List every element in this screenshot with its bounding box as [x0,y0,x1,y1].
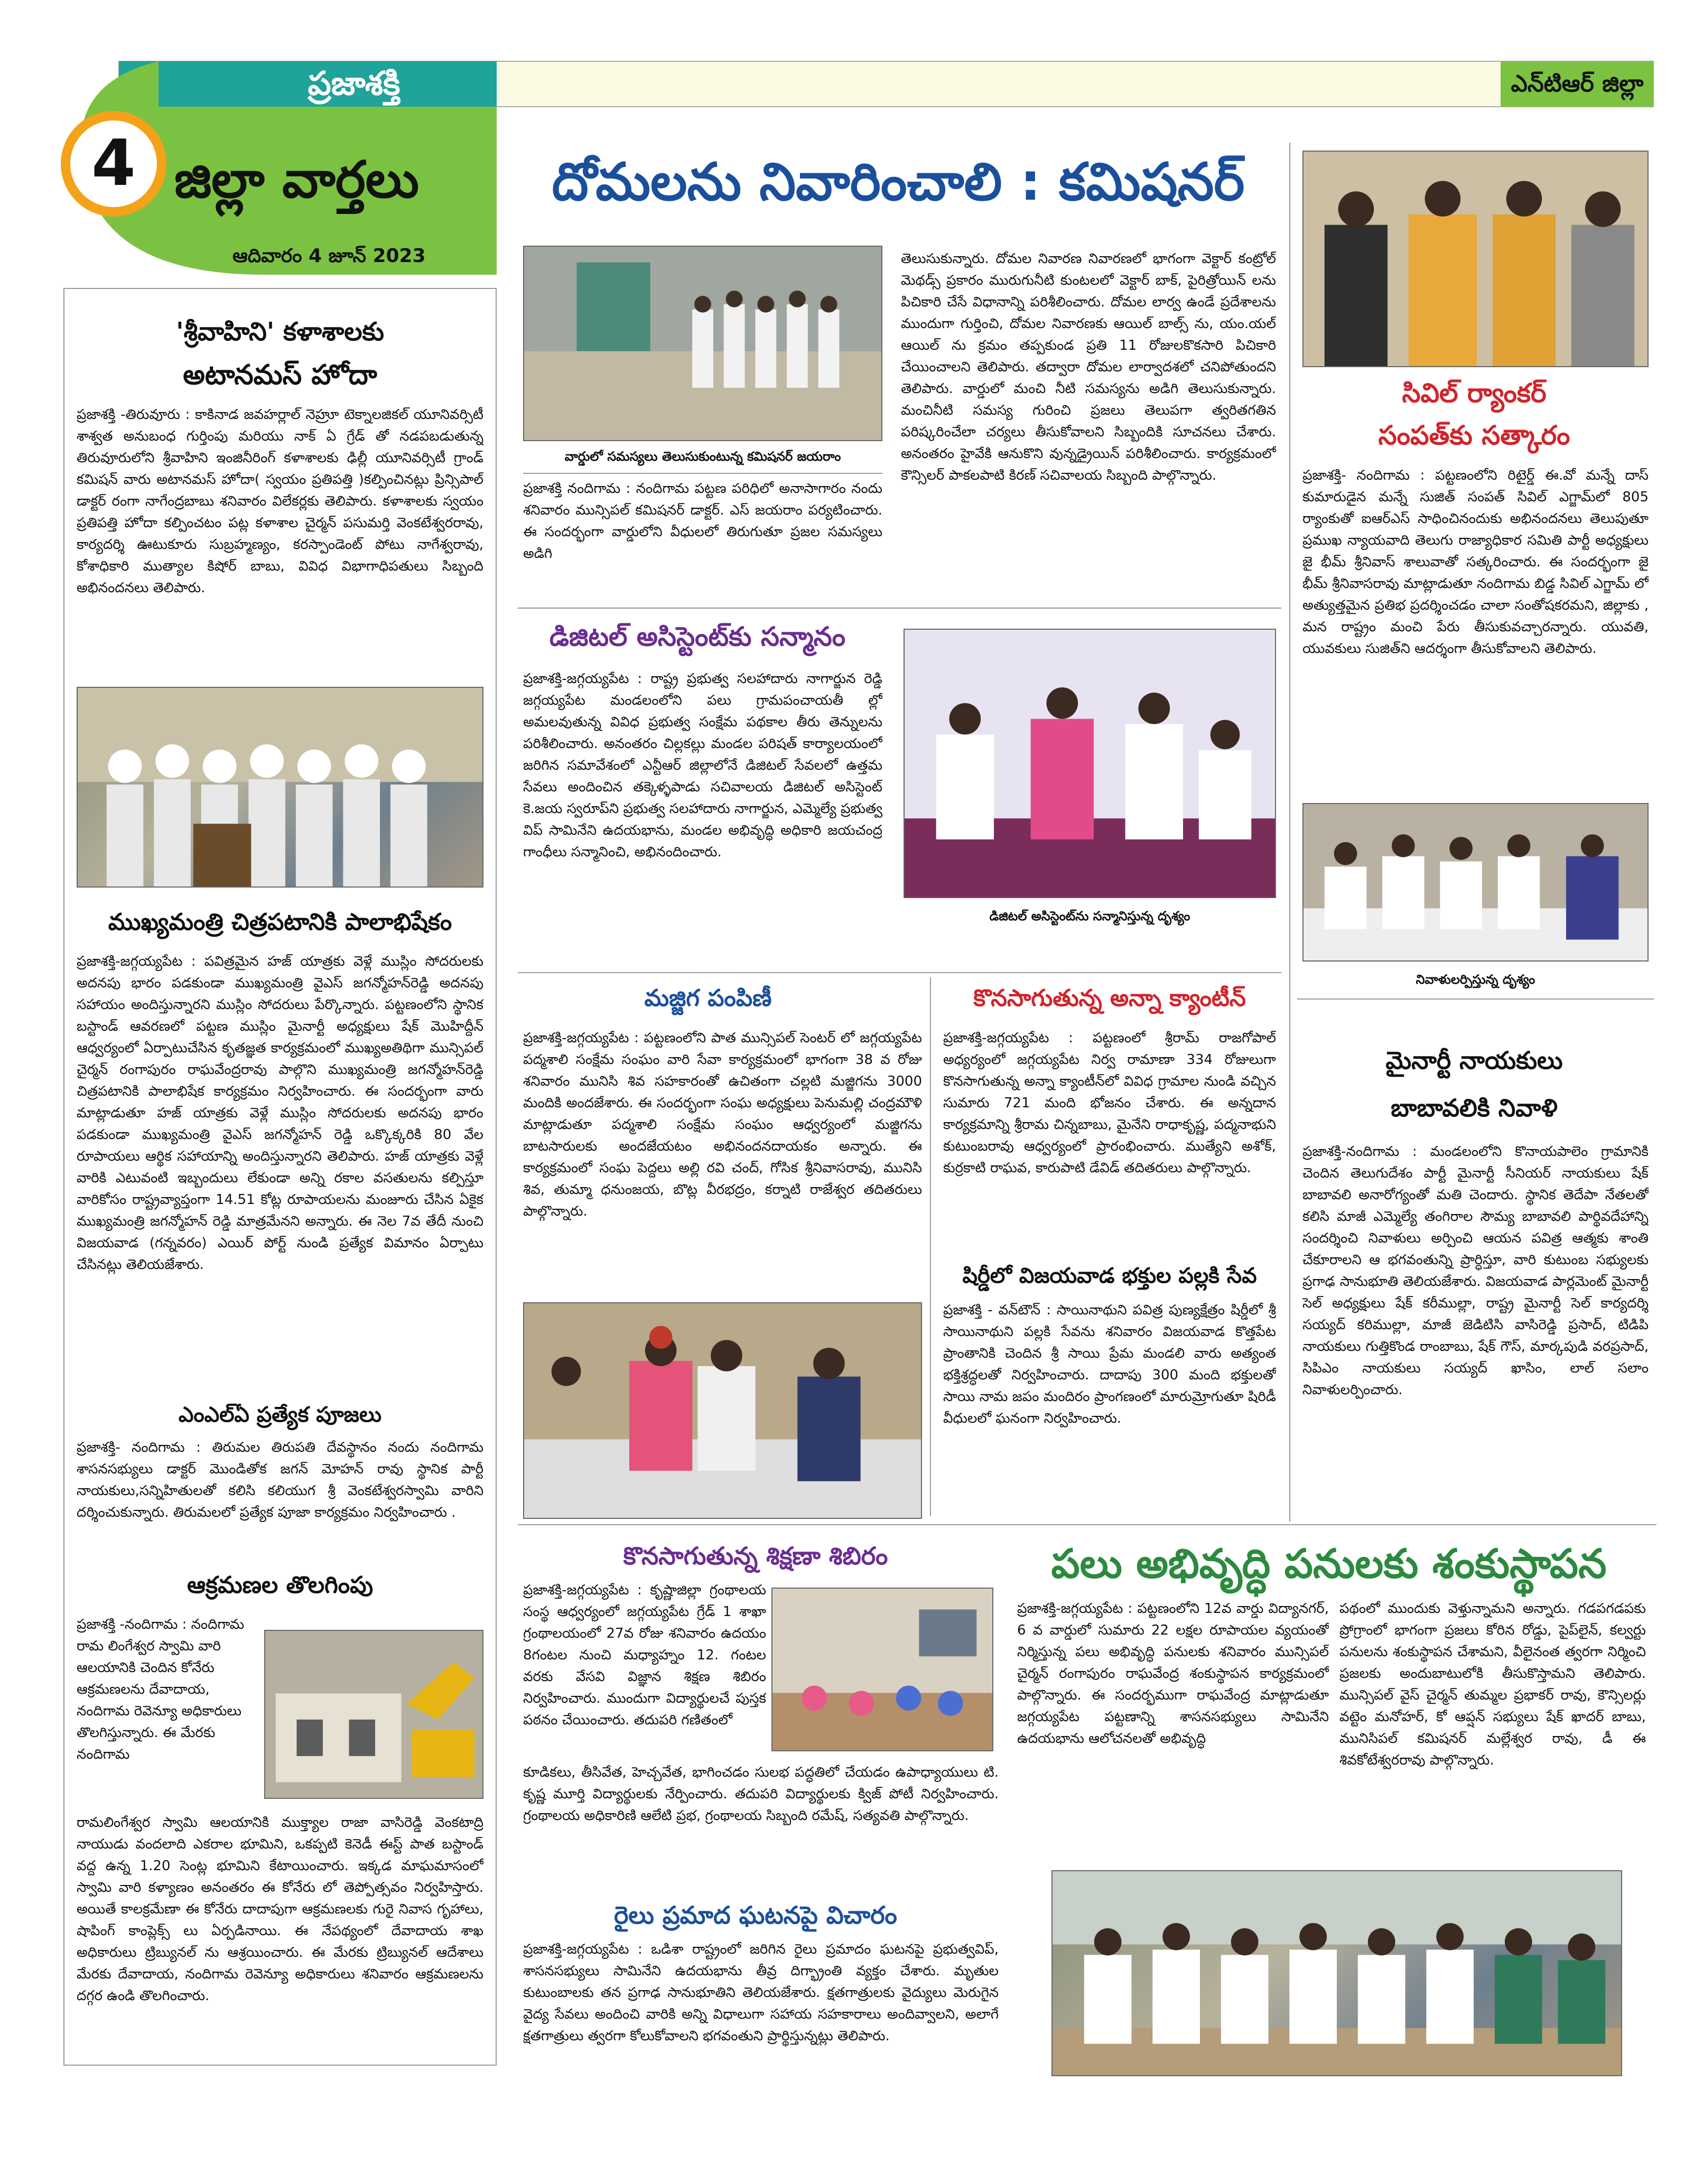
center-rule-3 [518,1524,1656,1525]
s2-title: ముఖ్యమంత్రి చిత్రపటానికి పాలాభిషేకం [108,909,452,936]
digital-body: ప్రజాశక్తి-జగ్గయ్యపేట : రాష్ట్ర ప్రభుత్వ సలహాదారు నాగార్జున రెడ్డి జగ్గయ్యపేట మండలంలోని పలు గ్రామపంచాయతీ ల్లో అమలవుతున్న వివిధ ప్రభుత్వ సంక్షేమ పథకాల తీరు తెన్నులను పరిశీలించారు. అనంతరం చిల్లకల్లు మండల పరిషత్ కార్యాలయంలో జరిగిన సమావేశంలో ఎన్టీఆర్ జిల్లాలోనే డిజిటల్ సేవలలో ఉత్తమ సేవలు అందించిన తక్కెళ్ళపాడు సచివాలయ డిజిటల్ అసిస్టెంట్ కె.జయ స్వరూప్‌ని ప్రభుత్వ సలహాదారు నాగార్జున, ఎమ్మెల్యే ప్రభుత్వ విప్ సామినేని ఉదయభాను, మండల అభివృద్ధి అధికారి జయచంద్ర గాంధీలు సన్మానించి, అభినందించారు. [523,671,882,860]
devel-body-right: పథంలో ముందుకు వెళ్తున్నామని అన్నారు. గడపగడపకు ప్రోగ్రాంలో భాగంగా ప్రజలు కోరిన రోడ్డు, పైప్‌లైన్, కల్వర్టు పనులను శంకుస్థాపన చేశామని, వీలైనంత త్వరగా నిర్మించి ప్రజలకు అందుబాటులోకి తీసుకొస్తామని తెలిపారు. మున్సిపల్ వైస్ చైర్మన్ తుమ్మల ప్రభాకర్ రావు, కౌన్సిలర్లు వట్టెం మనోహర్, కో ఆప్షన్ సభ్యులు షేక్ ఖాదర్ బాబు, మునిసిపల్ కమిషనర్ మల్లేశ్వర రావు, డీ ఈ శివకోటేశ్వరరావు పాల్గొన్నారు. [1339,1601,1646,1768]
tribute-photo [1302,803,1649,962]
group-photo-scene [78,688,482,886]
s1-body: ప్రజాశక్తి -తిరువూరు : కాకినాడ జవహర్లాల్ నెహ్రూ టెక్నాలజికల్ యూనివర్సిటీ శాశ్వత అనుబంధ గుర్తింపు మరియు నాక్ ఏ గ్రేడ్ తో నడపబడుతున్న తిరువూరులోని శ్రీవాహిని ఇంజినీరింగ్ కళాశాలకు ఢిల్లీ యూనివర్సిటీ గ్రాండ్ కమిషన్ వారు అటానమస్ హోదా( స్వయం ప్రతిపత్తి )కల్పించినట్లు ప్రిన్సిపాల్ డాక్టర్ రంగా నాగేంద్రబాబు శనివారం విలేకర్లకు తెలిపారు. కళాశాలకు స్వయం ప్రతిపత్తి హోదా కల్పించటం పట్ల కళాశాల చైర్మన్ పసుమర్తి వెంకటేశ్వరరావు, కార్యదర్శి ఊటుకూరు సుబ్రహ్మణ్యం, కరస్పాండెంట్ పోటు నాగేశ్వరావు, కోశాధికారి ముత్యాల కిషోర్ బాబు, వివిధ విభాగాధిపతులు సిబ్బంది అభినందనలు తెలిపారు. [77,407,483,596]
page-number: 4 [61,111,166,217]
r1-title-2: సంపత్‌కు సత్కారం [1378,420,1570,451]
caption-rule [523,473,882,474]
training-photo [771,1588,993,1751]
shirdi-headline: షిర్డీలో విజయవాడ భక్తుల పల్లకి సేవ [962,1264,1257,1288]
ranker-photo [1302,151,1649,367]
digital-headline: డిజిటల్ అసిస్టెంట్‌కు సన్మానం [549,621,846,652]
anna-headline: కొనసాగుతున్న అన్నా క్యాంటీన్ [973,985,1246,1012]
center-body-left: ప్రజాశక్తి నందిగామ : నందిగామ పట్టణ పరిధిలో అనాసాగారం నందు శనివారం మున్సిపల్ కమిషనర్ డాక్టర్. ఎస్ జయరాం పర్యటించారు. ఈ సందర్భంగా వార్డులోని వీధులలో తిరుగుతూ ప్రజల సమస్యలు అడిగి [523,481,882,562]
district-label: ఎన్‌టిఆర్ జిల్లా [1511,70,1644,97]
r2-title-1: మైనార్టీ నాయకులు [1385,1046,1563,1075]
devel-photo [1051,1870,1622,2076]
center-rule-2 [518,972,1281,973]
tribute-caption: నివాళులర్పిస్తున్న దృశ్యం [1416,972,1535,987]
right-split-rule [1289,143,1290,1522]
s3-title: ఎంఎల్ఏ ప్రత్యేక పూజలు [178,1403,382,1427]
demolition-scene [265,1631,482,1798]
s2-body: ప్రజాశక్తి-జగ్గయ్యపేట : పవిత్రమైన హజ్ యాత్రకు వెళ్లే ముస్లిం సోదరులకు అదనపు భారం పడకుండా ముఖ్యమంత్రి వైఎస్ జగన్మోహన్‌రెడ్డి అదనపు సహాయం అందిస్తున్నారని ముస్లిం సోదరులు పేర్కొన్నారు. పట్టణంలోని స్థానిక బస్టాండ్ ఆవరణలో పట్టణ ముస్లిం మైనార్టీ అధ్యక్షులు షేక్ మొహిద్దీన్ ఆధ్వర్యంలో ఏర్పాటుచేసిన కృతజ్ఞత కార్యక్రమంలో ముఖ్యఅతిథిగా మున్సిపల్ చైర్మన్ రంగాపురం రాఘవేంద్రరావు పాల్గొని ముఖ్యమంత్రి జగన్మోహన్‌రెడ్డి చిత్రపటానికి పాలాభిషేక కార్యక్రమం నిర్వహించారు. ఈ సందర్భంగా వారు మాట్లాడుతూ హజ్ యాత్రకు వెళ్లే ముస్లిం సోదరులకు అదనపు భారం పడకుండా ముఖ్యమంత్రి వైఎస్ జగన్మోహన్ రెడ్డి ఒక్కొక్కరికి 80 వేల రూపాయలు ఆర్థిక సహాయాన్ని అందిస్తున్నారని తెలిపారు. హజ్ యాత్రకు వెళ్లే వారికి ఎటువంటి ఇబ్బందులు లేకుండా అన్ని రకాల వసతులను కల్పిస్తూ వారికోసం రాష్ట్రవ్యాప్తంగా 14.51 కోట్ల రూపాయలను మంజూరు చేసిన ఏకైక ముఖ్యమంత్రి జగన్మోహన్ రెడ్డి మాత్రమేనని అన్నారు. ఈ నెల 7వ తేదీ నుంచి విజయవాడ (గన్నవరం) ఎయిర్ పోర్ట్ నుండి ప్రత్యేక విమానం ఏర్పాటు చేసినట్లు తెలియజేశారు. [77,954,483,1273]
commissioner-photo-caption: వార్డులో సమస్యలు తెలుసుకుంటున్న కమిషనర్ జయరాం [564,449,841,464]
center-headline: దోమలను నివారించాలి : కమిషనర్ [552,152,1245,212]
r1-body: ప్రజాశక్తి- నందిగామ : పట్టణంలోని రిటైర్డ్ ఈ.వో మన్నే దాస్ కుమారుడైన మన్నే సుజిత్ సంపత్ సివిల్ ఎగ్జామ్‌లో 805 ర్యాంకుతో ఐఆర్ఎస్ సాధించినందుకు అభినందనలు తెలుపుతూ ప్రముఖ న్యాయవాది తెలుగు రాజ్యాధికార సమితి పార్టీ అధ్యక్షులు జై భీమ్ శ్రీనివాస్ శాలువాతో సత్కరించారు. ఈ సందర్భంగా జై భీమ్ శ్రీనివాసరావు మాట్లాడుతూ నందిగామ బిడ్డ సివిల్ ఎగ్జామ్ లో అత్యుత్తమైన ప్రతిభ ప్రదర్శించడం చాలా సంతోషకరమని, జిల్లాకు , మన రాష్ట్రం మంచి పేరు తీసుకువచ్చారన్నారు. యువతి, యువకులు సుజిత్‌ని ఆదర్శంగా తీసుకోవాలని తెలిపారు. [1302,468,1649,657]
center-rule-1 [518,608,1281,609]
devel-body-left: ప్రజాశక్తి-జగ్గయ్యపేట : పట్టణంలోని 12వ వార్డు విద్యానగర్, 6 వ వార్డులో సుమారు 22 లక్షల రూపాయల వ్యయంతో నిర్మిస్తున్న పలు అభివృద్ధి పనులకు శనివారం మున్సిపల్ చైర్మన్ రంగాపురం రాఘవేంద్ర శంకుస్థాపన కార్యక్రమంలో పాల్గొన్నారు. ఈ సందర్భముగా రాఘవేంద్ర మాట్లాడుతూ జగ్గయ్యపేట పట్టణాన్ని శాసనసభ్యులు సామినేని ఉదయభాను ఆలోచనలతో అభివృద్ధి [1017,1601,1329,1747]
issue-date: ఆదివారం 4 జూన్ 2023 [232,245,426,267]
foundation-scene [1053,1871,1621,2075]
rail-headline: రైలు ప్రమాద ఘటనపై విచారం [614,1901,897,1929]
training-headline: కొనసాగుతున్న శిక్షణా శిబిరం [623,1542,888,1570]
digital-caption: డిజిటల్ అసిస్టెంట్‌ను సన్మానిస్తున్న దృశ్యం [989,909,1190,923]
training-body-a: ప్రజాశక్తి-జగ్గయ్యపేట : కృష్ణాజిల్లా గ్రంథాలయ సంస్థ ఆధ్వర్యంలో జగ్గయ్యపేట గ్రేడ్ 1 శాఖా గ్రంథాలయంలో 27వ రోజు శనివారం ఉదయం 8గంటల నుంచి మధ్యాహ్నం 12. గంటల వరకు వేసవి విజ్ఞాన శిక్షణ శిబిరం నిర్వహించారు. ముందుగా విద్యార్థులచే పుస్తక పఠనం చేయించారు. తదుపరి గణితంలో [523,1582,766,1728]
center-body-right: తెలుసుకున్నారు. దోమల నివారణ నివారణలో భాగంగా వెక్టార్ కంట్రోల్ మెథడ్స్ ప్రకారం మురుగునీటి కుంటలలో వెక్టార్ బాక్, పైరిత్రోయిన్ లను పిచికారి చేసే విధానాన్ని పరిశీలించారు. దోమల లార్వ ఉండే ప్రదేశాలను ముందుగా గుర్తించి, దోమల నివారణకు ఆయిల్ బాల్స్ ను, యం.యల్ ఆయిల్ ను క్రమం తప్పకుండ ప్రతి 11 రోజులకొకసారి పిచికారి చేయించాలని తెలిపారు. తద్వారా దోమల లార్వాదశలో చనిపోతుందని తెలిపారు. వార్డులో మంచి నీటి సమస్యను అడిగి తెలుసుకున్నారు. మంచినీటి సమస్య గురించి ప్రజలు తెలుపగా త్వరితగతిన పరిష్కరించేలా చర్యలు తీసుకోవాలని సిబ్బందికి సూచనలు చేశారు. అనంతరం హైవేకి ఆనుకొని వున్నడ్రైయిన్ పరిశీలించారు. కార్యక్రమంలో కౌన్సిలర్ పాకలపాటి కిరణ్ సచివాలయ సిబ్బంది పాల్గొన్నారు. [901,251,1276,483]
majjiga-headline: మజ్జిగ పంపిణీ [644,985,772,1012]
shirdi-body: ప్రజాశక్తి - వన్‌టౌన్ : సాయినాథుని పవిత్ర పుణ్యక్షేత్రం షిర్డీలో శ్రీ సాయినాథుని పల్లకి సేవను శనివారం విజయవాడ కొత్తపేట ప్రాంతానికి చెందిన శ్రీ సాయి ప్రేమ మండలి వారు అత్యంత భక్తిశ్రద్ధలతో నిర్వహించారు. దాదాపు 300 మంది భక్తులతో సాయి నామ జపం మందిరం ప్రాంగణంలో మారుమ్రోగుతూ షిరిడీ వీధులలో ఘనంగా నిర్వహించారు. [943,1302,1276,1426]
center-split-rule [930,977,931,1516]
tribute-scene [1304,804,1647,960]
majjiga-body: ప్రజాశక్తి-జగ్గయ్యపేట : పట్టణంలోని పాత మున్సిపల్ సెంటర్ లో జగ్గయ్యపేట పద్మశాలి సంక్షేమ సంఘం వారి సేవా కార్యక్రమంలో భాగంగా 38 వ రోజు శనివారం మునిసి శివ సహకారంతో ఉచితంగా చల్లటి మజ్జిగను 3000 మందికి అందజేశారు. ఈ సందర్భంగా సంఘ అధ్యక్షులు పెనుమల్లి చంద్రమౌళి మాట్లాడుతూ పద్మశాలి సంక్షేమ సంఘం ఆధ్వర్యంలో మజ్జిగను బాటసారులకు అందజేయటం అభినందనదాయకం అన్నారు. ఈ కార్యక్రమంలో సంఘ పెద్దలు అల్లి రవి చంద్, గోసిక శ్రీనివాసరావు, మునిసి శివ, తుమ్మా ధనుంజయ, బొట్ల వీరభద్రం, కర్నాటి రాజేశ్వర తదితరులు పాల్గొన్నారు. [523,1030,922,1219]
buttermilk-scene [524,1303,921,1518]
s3-body: ప్రజాశక్తి- నందిగామ : తిరుమల తిరుపతి దేవస్థానం నందు నందిగామ శాసనసభ్యులు డాక్టర్ మొండితోక జగన్ మోహన్ రావు స్థానిక పార్టీ నాయకులు,సన్నిహితులతో కలిసి కలియుగ శ్రీ వెంకటేశ్వరస్వామి వారిని దర్శించుకున్నారు. తిరుమలలో ప్రత్యేక పూజా కార్యక్రమం నిర్వహించారు . [77,1440,483,1520]
devel-headline: పలు అభివృద్ధి పనులకు శంకుస్థాపన [1051,1540,1607,1587]
street-scene [524,247,881,440]
r1-title-1: సివిల్ ర్యాంకర్ [1402,378,1547,408]
classroom-scene [772,1589,992,1750]
r2-title-2: బాబావలికి నివాళి [1391,1094,1558,1122]
s4-photo [264,1630,483,1799]
s1-title-1: 'శ్రీవాహిని' కళాశాలకు [175,317,385,347]
s4-body-a: ప్రజాశక్తి -నందిగామ : నందిగామ రామ లింగేశ్వర స్వామి వారి ఆలయానికి చెందిన కోనేరు ఆక్రమణలను దేవాదాయ, నందిగామ రెవెన్యూ అధికారులు తొలగిస్తున్నారు. ఈ మేరకు నందిగామ [77,1617,245,1762]
section-title: జిల్లా వార్తలు [174,150,419,209]
r2-body: ప్రజాశక్తి-నందిగామ : మండలంలోని కొనాయపాలెం గ్రామానికి చెందిన తెలుగుదేశం పార్టీ మైనార్టీ సీనియర్ నాయకులు షేక్ బాబావలి అనారోగ్యంతో మతి చెందారు. స్థానిక తెదేపా నేతలతో కలిసి మాజీ ఎమ్మెల్యే తంగిరాల సౌమ్య బాబావలి పార్థివదేహాన్ని సందర్శించి నివాళులు అర్పించి ఆయన పవిత్ర ఆత్మకు శాంతి చేకూరాలని ఆ భగవంతున్ని ప్రార్ధిస్తూ, వారి కుటుంబ సభ్యులకు ప్రగాఢ సానుభూతి తెలియజేశారు. విజయవాడ పార్లమెంట్ మైనార్టీ సెల్ అధ్యక్షులు షేక్ కరీముల్లా, రాష్ట్ర మైనార్టీ సెల్ కార్యదర్శి సయ్యద్ కరిముల్లా, మాజీ జెడిటిసి వాసిరెడ్డి ప్రసాద్, టిడిపి నాయకులు గుత్తికొండ రాంబాబు, షేక్ గౌస్, మార్కపుడి వరప్రసాద్, సిపిఎం నాయకులు సయ్యద్ ఖాసిం, లాల్ సలాం నివాళులర్పించారు. [1302,1144,1649,1398]
commissioner-photo [523,246,882,441]
brand-logo: ప్రజాశక్తి [308,64,401,102]
s4-title: ఆక్రమణల తొలగింపు [187,1572,373,1599]
s1-title-2: అటానమస్ హోదా [183,359,377,391]
felicitation-scene [905,630,1275,897]
s4-body-b: రామలింగేశ్వర స్వామి ఆలయానికి ముక్త్యాల రాజా వాసిరెడ్డి వెంకటాద్రి నాయుడు వందలాది ఎకరాల భూమిని, ఒకప్పటి కెనెడీ ఈస్ట్ పాత బస్టాండ్ వద్ద ఉన్న 1.20 సెంట్ల భూమిని కేటాయించారు. ఇక్కడ మాఘమాసంలో స్వామి వారి కళ్యాణం అనంతరం ఈ కోనేరు లో తెప్పోత్సవం నిర్వహిస్తారు. అయితే కాలక్రమేణా ఈ కోనేరు దాదాపుగా ఆక్రమణలకు గురై నివాస గృహాలు, షాపింగ్ కాంప్లెక్స్ లు ఏర్పడినాయి. ఈ నేపథ్యంలో దేవాదాయ శాఖ అధికారులు ట్రిబ్యునల్ ను ఆశ్రయించారు. ఈ మేరకు ట్రిబ్యునల్ ఆదేశాలు మేరకు దేవాదాయ, నందిగామ రెవెన్యూ అధికారులు శనివారం ఆక్రమణలను దగ్గర ఉండి తొలగించారు. [77,1815,483,2004]
right-rule-1 [1297,998,1654,1000]
digital-photo [904,629,1276,898]
training-body-b: కూడికలు, తీసివేత, హెచ్చవేత, భాగించడం సులభ పద్ధతిలో చేయడం ఉపాధ్యాయులు టి. కృష్ణ మూర్తి విద్యార్థులకు నేర్పించారు. తదుపరి విద్యార్థులకు క్విజ్ పోటీ నిర్వహించారు. గ్రంథాలయ అధికారిణి ఆలేటి ప్రభ, గ్రంథాలయ సిబ్బంది రమేష్, సత్యవతి పాల్గొన్నారు. [523,1765,999,1824]
majjiga-photo [523,1302,922,1519]
shawl-scene [1304,152,1647,366]
rail-body: ప్రజాశక్తి-జగ్గయ్యపేట : ఒడిశా రాష్ట్రంలో జరిగిన రైలు ప్రమాదం ఘటనపై ప్రభుత్వవిప్, శాసనసభ్యులు సామినేని ఉదయభాను తీవ్ర దిగ్భ్రాంతి వ్యక్తం చేశారు. మృతుల కుటుంబాలకు తన ప్రగాఢ సానుభూతిని తెలియజేశారు. క్షతగాత్రులకు వైద్యులు మెరుగైన వైద్య సేవలు అందించి వారికి అన్ని విధాలుగా సహాయ సహకారాలు అందివ్వాలని, అలాగే క్షతగాత్రులు త్వరగా కోలుకోవాలని భగవంతుని ప్రార్థిస్తున్నట్లు తెలిపారు. [523,1942,999,2044]
s1-photo [77,687,483,888]
anna-body: ప్రజాశక్తి-జగ్గయ్యపేట : పట్టణంలో శ్రీరామ్ రాజగోపాల్ అధ్యర్యంలో జగ్గయ్యపేట నిర్వ రామాణా 334 రోజులుగా కొనసాగుతున్న అన్నా క్యాంటీన్‌లో వివిధ గ్రామాల నుండి వచ్చిన సుమారు 721 మంది భోజనం చేశారు. ఈ అన్నదాన కార్యక్రమాన్ని శ్రీరామ చిన్నబాబు, మైనేని రాధాకృష్ణ, పద్మనాభుని కుటుంబరావు ఆధ్వర్యంలో ప్రారంభించారు. ముత్యేని అశోక్, కుర్రకాటి రాఘవ, కారుపాటి డేవిడ్ తదితరులు పాల్గొన్నారు. [943,1030,1276,1176]
